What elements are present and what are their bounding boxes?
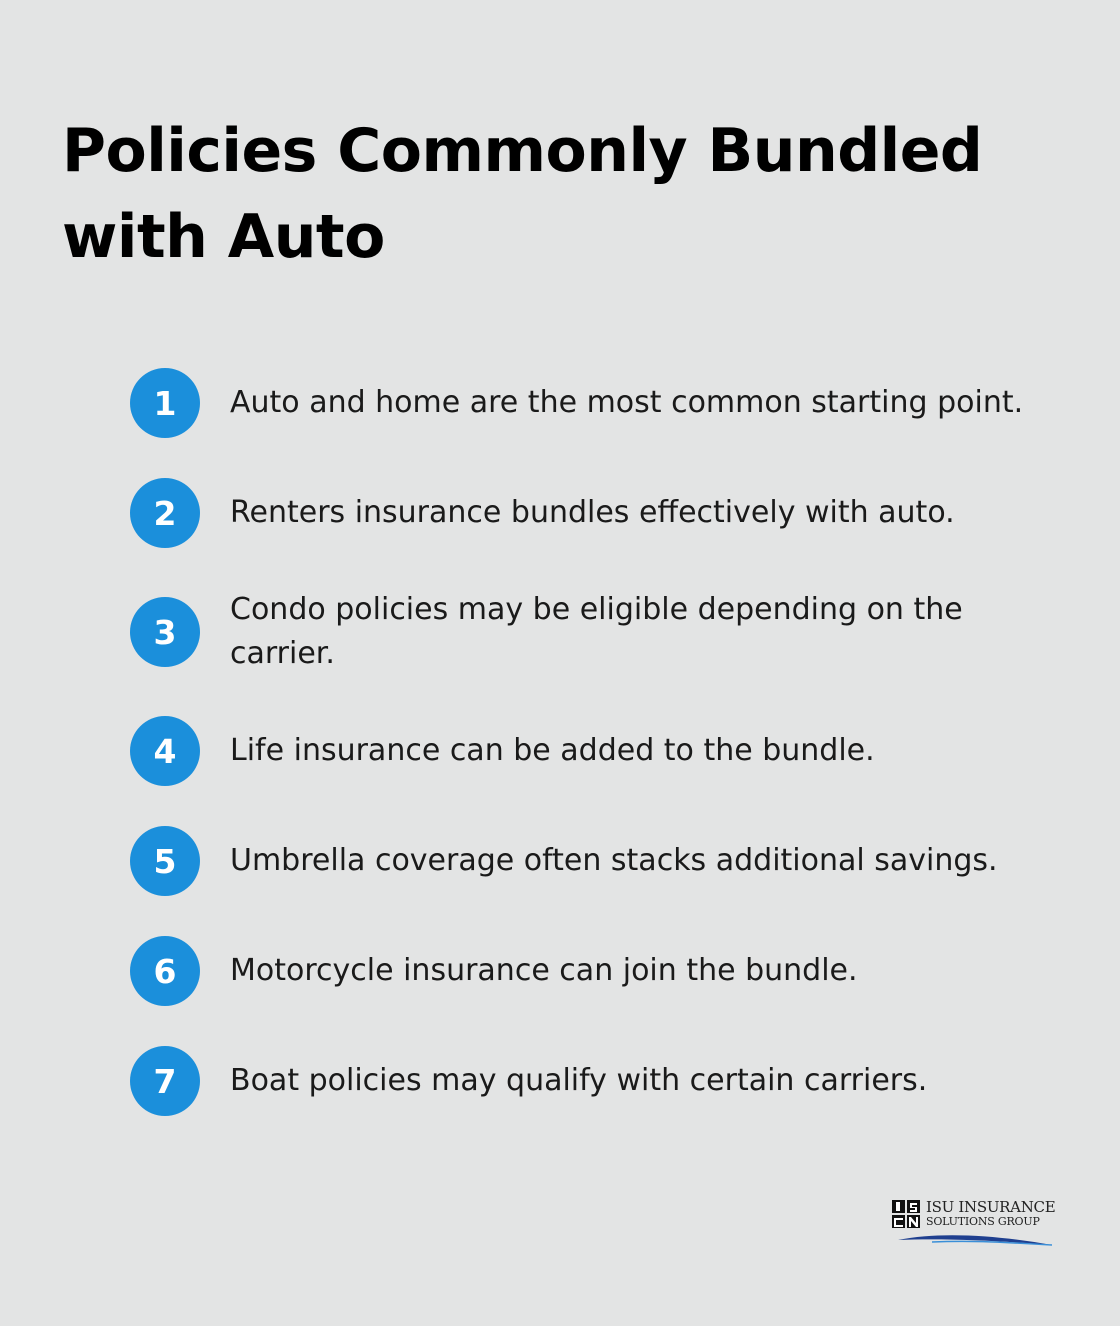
number-badge: 1 [130, 368, 200, 438]
list-item [130, 478, 1050, 548]
logo-text-line2: SOLUTIONS GROUP [926, 1215, 1040, 1228]
list-item [130, 368, 1050, 438]
list-item-text: Life insurance can be added to the bundle. [230, 733, 875, 768]
isu-monogram-icon [892, 1200, 922, 1230]
page-title: Policies Commonly Bundled with Auto [62, 116, 983, 272]
list-item-text: Boat policies may qualify with certain carriers. [230, 1063, 928, 1098]
logo-text-line1: ISU INSURANCE [926, 1198, 1056, 1216]
number-badge: 5 [130, 826, 200, 896]
list-item [130, 936, 1050, 1006]
number-badge: 6 [130, 936, 200, 1006]
company-logo [892, 1196, 1057, 1256]
list-item-text: Umbrella coverage often stacks additional savings. [230, 843, 998, 878]
list-item-text: Auto and home are the most common starting point. [230, 385, 1024, 420]
number-badge: 4 [130, 716, 200, 786]
list-item [130, 1046, 1050, 1116]
list-item [130, 826, 1050, 896]
logo-swoosh [892, 1232, 1057, 1252]
list-item [130, 716, 1050, 786]
list-item [130, 588, 1050, 676]
list-item-text: Renters insurance bundles effectively with auto. [230, 495, 955, 530]
list-item-text: Condo policies may be eligible depending on the carrier. [230, 592, 963, 671]
number-badge: 7 [130, 1046, 200, 1116]
number-badge: 3 [130, 597, 200, 667]
list-item-text: Motorcycle insurance can join the bundle. [230, 953, 858, 988]
number-badge: 2 [130, 478, 200, 548]
